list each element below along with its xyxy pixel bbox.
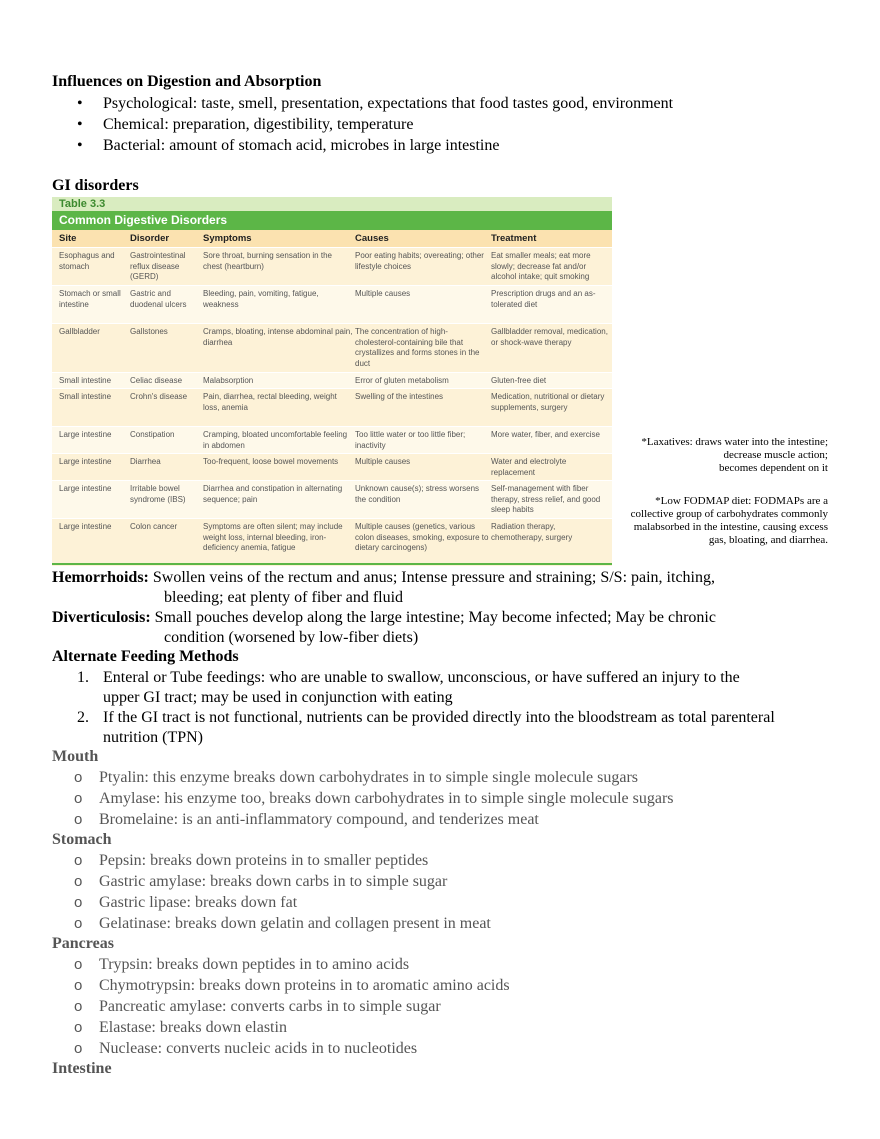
circle-bullet-icon: o — [74, 956, 83, 973]
table-cell: Gallstones — [130, 327, 168, 336]
enzyme-section-heading: Pancreas — [52, 935, 114, 952]
header-symptoms: Symptoms — [203, 233, 252, 244]
table-row — [52, 372, 612, 388]
table-cell: Irritable bowel syndrome (IBS) — [130, 484, 186, 504]
table-cell: Colon cancer — [130, 522, 178, 531]
header-disorder: Disorder — [130, 233, 170, 244]
hemorrhoids-definition: Hemorrhoids: Swollen veins of the rectum and anus; Intense pressure and straining; S/S: pain, itching, bleeding; eat plenty of fiber and fluid — [52, 569, 715, 606]
table-cell: Too-frequent, loose bowel movements — [203, 457, 339, 466]
influences-heading: Influences on Digestion and Absorption — [52, 73, 322, 90]
table-header — [52, 230, 612, 247]
table-cell: More water, fiber, and exercise — [491, 430, 600, 439]
table-cell: Diarrhea — [130, 457, 161, 466]
table-cell: Multiple causes — [355, 289, 411, 298]
table-cell: Prescription drugs and an as-tolerated diet — [491, 289, 596, 309]
table-row — [52, 323, 612, 372]
table-cell: Cramps, bloating, intense abdominal pain, diarrhea — [203, 327, 353, 347]
circle-bullet-icon: o — [74, 769, 83, 786]
table-cell: Gastric and duodenal ulcers — [130, 289, 187, 309]
enzyme-section-heading: Stomach — [52, 831, 112, 848]
table-cell: Medication, nutritional or dietary supplements, surgery — [491, 392, 605, 412]
table-cell: Unknown cause(s); stress worsens the condition — [355, 484, 480, 504]
circle-bullet-icon: o — [74, 998, 83, 1015]
table-cell: Cramping, bloated uncomfortable feeling in abdomen — [203, 430, 348, 450]
table-cell: Self-management with fiber therapy, stress relief, and good sleep habits — [491, 484, 601, 515]
table-row — [52, 285, 612, 323]
table-cell: Malabsorption — [203, 376, 254, 385]
enzyme-section-heading: Intestine — [52, 1060, 112, 1077]
table-cell: Too little water or too little fiber; inactivity — [355, 430, 466, 450]
table-cell: Crohn's disease — [130, 392, 188, 401]
circle-bullet-icon: o — [74, 894, 83, 911]
circle-bullet-icon: o — [74, 811, 83, 828]
term: Hemorrhoids: — [52, 569, 149, 586]
table-bottom-rule — [52, 563, 612, 565]
table-cell: Multiple causes — [355, 457, 411, 466]
table-cell: Multiple causes (genetics, various colon diseases, smoking, exposure to dietary carcinogens) — [355, 522, 489, 553]
table-cell: Radiation therapy, chemotherapy, surgery — [491, 522, 573, 542]
header-treatment: Treatment — [491, 233, 537, 244]
table-cell: Gallbladder — [59, 327, 100, 336]
laxatives-note: *Laxatives: draws water into the intestine; decrease muscle action; becomes dependent on it — [641, 436, 828, 474]
table-cell: Large intestine — [59, 484, 112, 493]
header-causes: Causes — [355, 233, 389, 244]
table-cell: Error of gluten metabolism — [355, 376, 449, 385]
table-row — [52, 247, 612, 285]
document-page: Influences on Digestion and Absorption • Psychological: taste, smell, presentation, expectations that food tastes good, environment • Chemical: preparation, digestibility, temperature • Bacterial: amount of stomach acid, microbes in large intestine GI disorders Table 3.3 Common Digestive Disorders Site Disorder Symptoms Causes Treatment Esophagus and stomach Gastrointestinal reflux disease (GERD) Sore throat, burning sensation in the chest (heartburn) Poor eating habits; overeating; other lifestyle choices Eat smaller meals; eat more slowly; decrease fat and/or alcohol intake; quit smoking Stomach or small intestine Gastric and duodenal ulcers Bleeding, pain, vomiting, fatigue, weakness Multiple causes Prescription drugs and an as-tolerated diet Gallbladder Gallstones Cramps, bloating, intense abdominal pain, diarrhea The concentration of high-cholesterol-containing bile that crystallizes and forms stones in the duct Gallbladder removal, medication, or shock-wave therapy Small intestine Celiac disease Malabsorption Error of gluten metabolism Gluten-free diet Small intestine Crohn's disease Pain, diarrhea, rectal bleeding, weight loss, anemia Swelling of the intestines Medication, nutritional or dietary supplements, surgery Large intestine Constipation Cramping, bloated uncomfortable feeling in abdomen Too little water or too little fiber; inactivity More water, fiber, and exercise Large intestine Diarrhea Too-frequent, loose bowel movements Multiple causes Water and electrolyte replacement Large intestine Irritable bowel syndrome (IBS) Diarrhea and constipation in alternating sequence; pain Unknown cause(s); stress worsens the condition Self-management with fiber therapy, stress relief, and good sleep habits Large intestine Colon cancer Symptoms are often silent; may include weight loss, internal bleeding, iron-deficiency anemia, fatigue Multiple causes (genetics, various colon diseases, smoking, exposure to dietary carcinogens) Radiation therapy, chemotherapy, surgery *Laxatives: draws water into the intestine; decrease muscle action; becomes dependent on it *Low FODMAP diet: FODMAPs are a collective group of carbohydrates commonly malabsorbed in the intestine, causing excess gas, bloating, and diarrhea. Hemorrhoids: Swollen veins of the rectum and anus; Intense pressure and straining; S/S: pain, itching, bleeding; eat plenty of fiber and fluid Diverticulosis: Small pouches develop along the large intestine; May become infected; May be chronic condition (worsened by low-fiber diets) Alternate Feeding Methods 1. Enteral or Tube feedings: who are unable to swallow, unconscious, or have suffered an injury to the upper GI tract; may be used in conjunction with eating 2. If the GI tract is not functional, nutrients can be provided directly into the bloodstream as total parenteral nutrition (TPN) Mouth o Ptyalin: this enzyme breaks down carbohydrates in to simple single molecule sugars o Amylase: his enzyme too, breaks down carbohydrates in to simple single molecule sugars o Bromelaine: is an anti-inflammatory compound, and tenderizes meat Stomach o Pepsin: breaks down proteins in to smaller peptides o Gastric amylase: breaks down carbs in to simple sugar o Gastric lipase: breaks down fat o Gelatinase: breaks down gelatin and collagen present in meat Pancreas o Trypsin: breaks down peptides in to amino acids o Chymotrypsin: breaks down proteins in to aromatic amino acids o Pancreatic amylase: converts carbs in to simple sugar o Elastase: breaks down elastin o Nuclease: converts nucleic acids in to nucleotides Intestine — [0, 0, 880, 1139]
bullet-icon: • — [77, 137, 83, 154]
table-cell: Esophagus and stomach — [59, 251, 115, 271]
table-row — [52, 453, 612, 480]
feeding-heading: Alternate Feeding Methods — [52, 648, 239, 665]
circle-bullet-icon: o — [74, 852, 83, 869]
table-cell: Celiac disease — [130, 376, 183, 385]
table-cell: Large intestine — [59, 457, 112, 466]
table-cell: Large intestine — [59, 522, 112, 531]
table-cell: Gastrointestinal reflux disease (GERD) — [130, 251, 186, 282]
table-cell: Stomach or small intestine — [59, 289, 121, 309]
circle-bullet-icon: o — [74, 790, 83, 807]
header-site: Site — [59, 233, 77, 244]
circle-bullet-icon: o — [74, 873, 83, 890]
table-title: Common Digestive Disorders — [52, 211, 612, 230]
table-cell: Constipation — [130, 430, 175, 439]
table-cell: Small intestine — [59, 376, 112, 385]
table-cell: Pain, diarrhea, rectal bleeding, weight loss, anemia — [203, 392, 337, 412]
digestive-disorders-table — [52, 197, 612, 565]
gi-heading: GI disorders — [52, 177, 139, 194]
bullet-icon: • — [77, 116, 83, 133]
table-cell: Diarrhea and constipation in alternating sequence; pain — [203, 484, 343, 504]
table-cell: Eat smaller meals; eat more slowly; decrease fat and/or alcohol intake; quit smoking — [491, 251, 591, 282]
enzyme-section-heading: Mouth — [52, 748, 99, 765]
circle-bullet-icon: o — [74, 977, 83, 994]
table-cell: The concentration of high-cholesterol-containing bile that crystallizes and forms stones in the duct — [355, 327, 480, 368]
table-row — [52, 388, 612, 426]
table-cell: Gallbladder removal, medication, or shock-wave therapy — [491, 327, 608, 347]
table-cell: Swelling of the intestines — [355, 392, 444, 401]
table-cell: Bleeding, pain, vomiting, fatigue, weakness — [203, 289, 319, 309]
bullet-icon: • — [77, 95, 83, 112]
circle-bullet-icon: o — [74, 1019, 83, 1036]
table-cell: Gluten-free diet — [491, 376, 547, 385]
table-cell: Small intestine — [59, 392, 112, 401]
table-row — [52, 480, 612, 518]
table-row — [52, 518, 612, 566]
table-cell: Water and electrolyte replacement — [491, 457, 567, 477]
table-cell: Symptoms are often silent; may include weight loss, internal bleeding, iron-deficiency anemia, fatigue — [203, 522, 343, 553]
term: Diverticulosis: — [52, 609, 151, 626]
table-cell: Large intestine — [59, 430, 112, 439]
circle-bullet-icon: o — [74, 915, 83, 932]
table-row — [52, 426, 612, 453]
fodmap-note: *Low FODMAP diet: FODMAPs are a collective group of carbohydrates commonly malabsorbed in the intestine, causing excess gas, bloating, and diarrhea. — [630, 495, 828, 546]
table-cell: Poor eating habits; overeating; other lifestyle choices — [355, 251, 484, 271]
table-cell: Sore throat, burning sensation in the chest (heartburn) — [203, 251, 332, 271]
diverticulosis-definition: Diverticulosis: Small pouches develop along the large intestine; May become infected; May be chronic condition (worsened by low-fiber diets) — [52, 609, 716, 646]
table-number: Table 3.3 — [52, 197, 612, 211]
circle-bullet-icon: o — [74, 1040, 83, 1057]
